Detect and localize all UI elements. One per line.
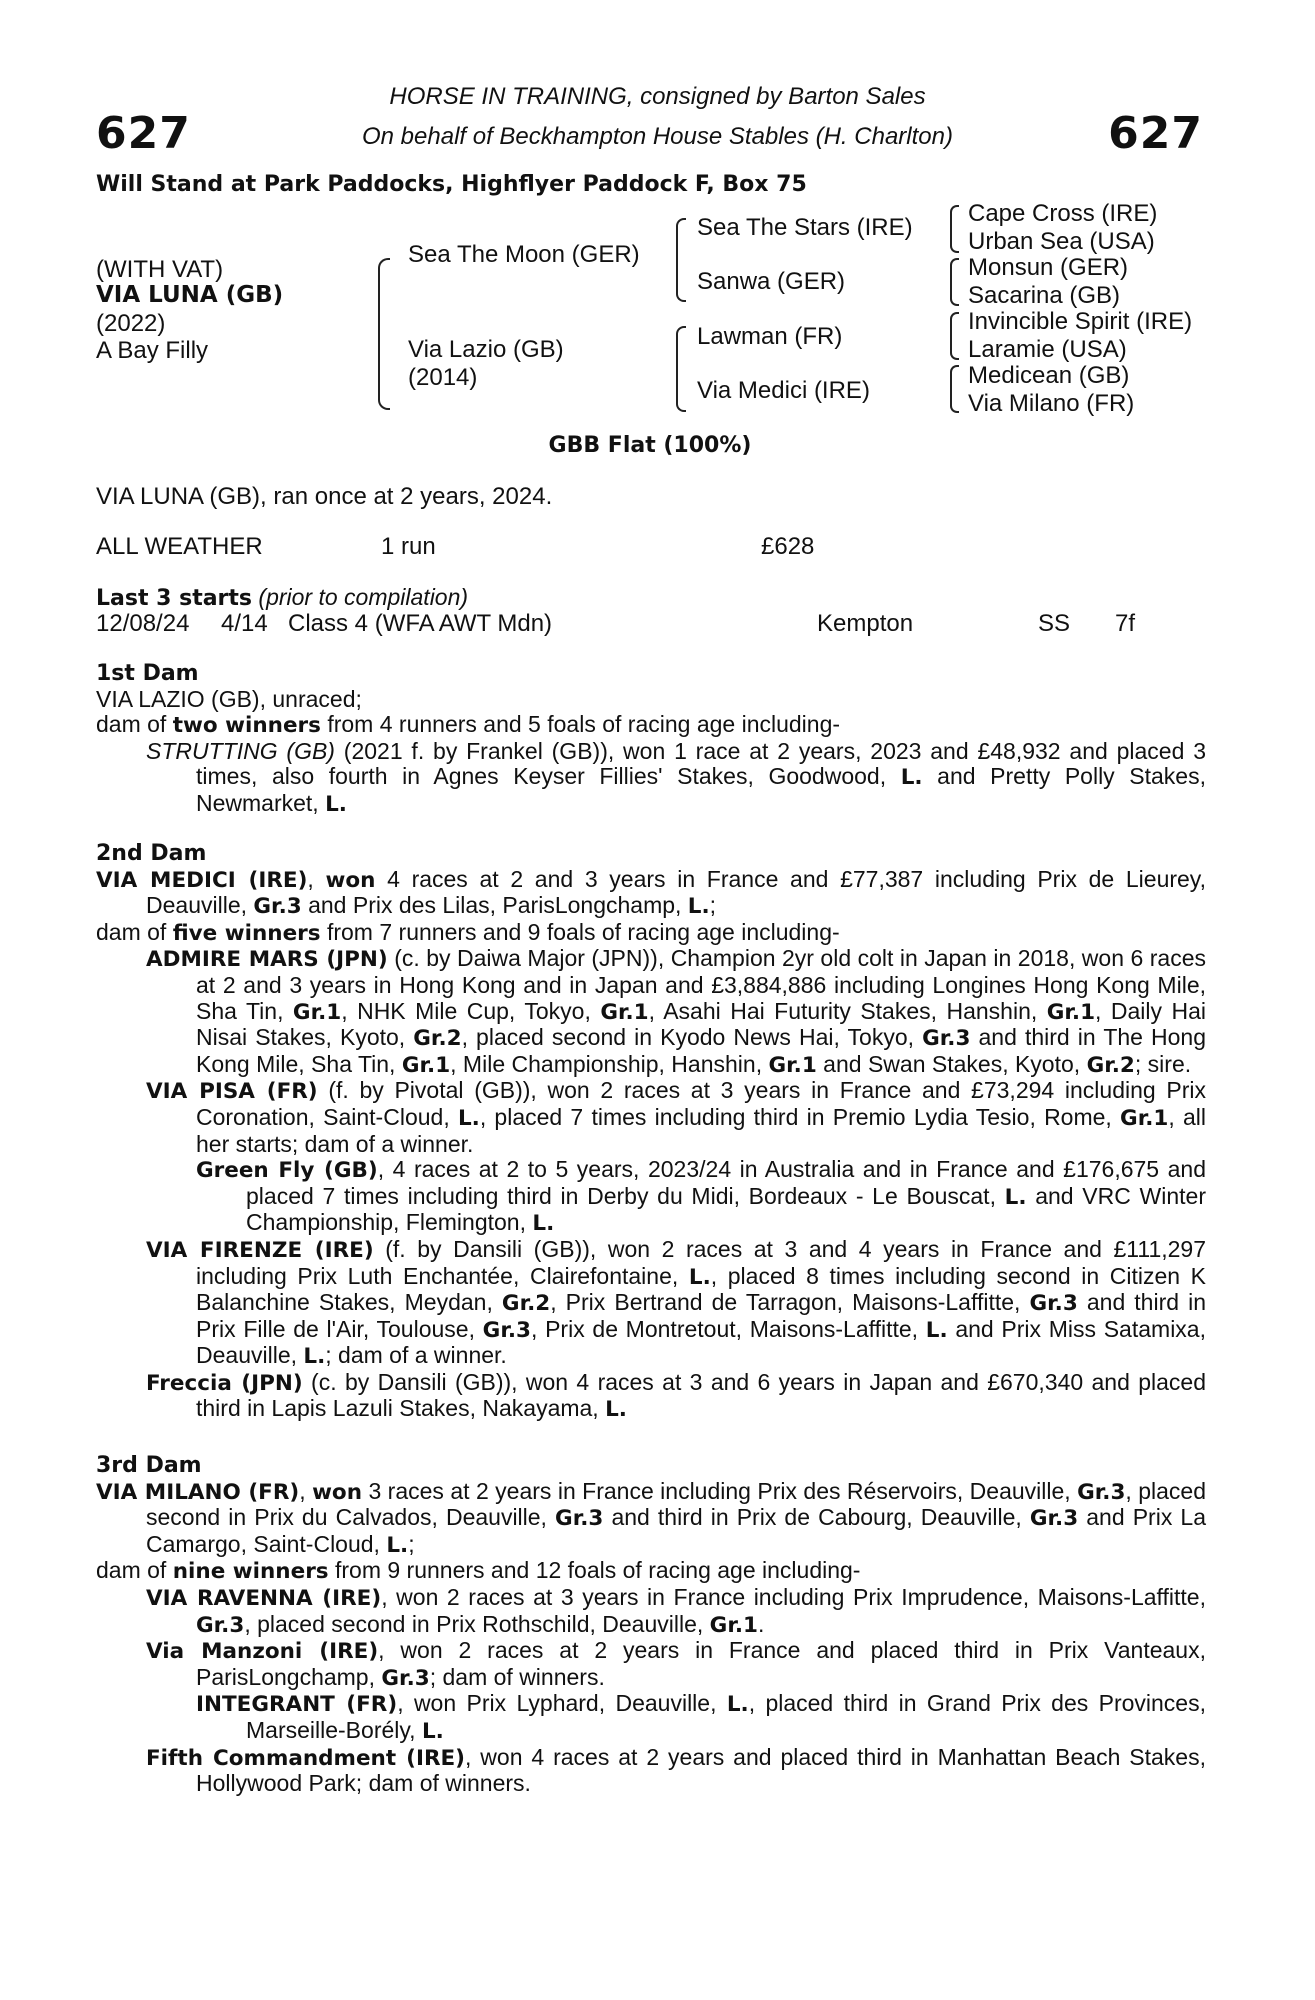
pedigree-g5: Invincible Spirit (IRE) [968, 308, 1193, 335]
pedigree-g2: Urban Sea (USA) [968, 228, 1155, 255]
first-dam-line: VIA LAZIO (GB), unraced; [96, 685, 362, 712]
pedigree-g7: Medicean (GB) [968, 362, 1130, 389]
first-dam-title: 1st Dam [96, 661, 199, 686]
first-dam-section [96, 661, 1206, 818]
produce-fifth-commandment: Fifth Commandment (IRE), won 4 races at 2 years and placed third in Manhattan Beach Stakes, Hollywood Park; dam of winners. [146, 1743, 1206, 1797]
pedigree-dam-year: (2014) [408, 364, 478, 391]
last-starts-subtitle: (prior to compilation) [258, 584, 469, 610]
produce-via-firenze: VIA FIRENZE (IRE) (f. by Dansili (GB)), won 2 races at 3 and 4 years in France and £111,297 including Prix Luth Enchantée, Clairefontaine, L., placed 8 times including second in Citizen K Balanchine Stakes, Meydan, Gr.2, Prix Bertrand de Tarragon, Maisons-Laffitte, Gr.3 and third in Prix Fille de l'Air, Toulouse, Gr.3, Prix de Montretout, Maisons-Laffitte, L. and Prix Miss Satamixa, Deauville, L.; dam of a winner. [146, 1235, 1207, 1370]
pedigree-dam-dam: Via Medici (IRE) [697, 377, 870, 404]
rating-badge: GBB Flat (100%) [548, 433, 752, 458]
dam-line-brace [676, 326, 686, 412]
sire-line-brace [676, 218, 686, 302]
lot-number-left: 627 [96, 108, 191, 159]
g-brace-3 [950, 312, 959, 360]
produce-strutting: STRUTTING (GB) (2021 f. by Frankel (GB)), won 1 race at 2 years, 2023 and £48,932 and placed 3 times, also fourth in Agnes Keyser Fillies' Stakes, Goodwood, L. and Pretty Polly Stakes, Newmarket, L. [146, 737, 1206, 817]
second-dam-title: 2nd Dam [96, 841, 207, 866]
start-date: 12/08/24 [96, 610, 190, 637]
pedigree-sire: Sea The Moon (GER) [408, 241, 640, 268]
second-dam-line: VIA MEDICI (IRE), won 4 races at 2 and 3 years in France and £77,387 including Prix de Lieurey, Deauville, Gr.3 and Prix des Lilas, ParisLongchamp, L.; [96, 865, 1206, 920]
second-dam-produce-summary: dam of five winners from 7 runners and 9 foals of racing age including- [96, 918, 840, 946]
race-summary: VIA LUNA (GB), ran once at 2 years, 2024. [96, 483, 553, 510]
horse-year: (2022) [96, 310, 166, 337]
start-going: SS [1038, 610, 1071, 637]
produce-green-fly: Green Fly (GB), 4 races at 2 to 5 years, 2023/24 in Australia and in France and £176,675 and placed 7 times including third in Derby du Midi, Bordeaux - Le Bouscat, L. and VRC Winter Championship, Flemington, L. [196, 1156, 1206, 1237]
pedigree-g3: Monsun (GER) [968, 254, 1129, 281]
record-earnings: £628 [761, 533, 815, 560]
third-dam-title: 3rd Dam [96, 1453, 202, 1478]
start-course: Kempton [817, 610, 914, 637]
vendor-line: On behalf of Beckhampton House Stables (H. Charlton) [362, 123, 953, 150]
pedigree-dam: Via Lazio (GB) [408, 336, 564, 363]
record-surface: ALL WEATHER [96, 533, 263, 560]
lot-number-right: 627 [1108, 108, 1203, 159]
g-brace-4 [950, 365, 959, 413]
first-dam-produce-summary: dam of two winners from 4 runners and 5 foals of racing age including- [96, 711, 841, 739]
sire-brace [378, 258, 390, 410]
pedigree-g6: Laramie (USA) [968, 336, 1127, 363]
consignor-line: HORSE IN TRAINING, consigned by Barton Sales [389, 83, 926, 110]
horse-description: A Bay Filly [96, 337, 209, 364]
last-starts-title: Last 3 starts [96, 586, 253, 611]
produce-freccia: Freccia (JPN) (c. by Dansili (GB)), won 4 races at 3 and 6 years in Japan and £670,340 and placed third in Lapis Lazuli Stakes, Nakayama, L. [146, 1368, 1206, 1423]
pedigree-g8: Via Milano (FR) [968, 390, 1135, 417]
third-dam-section [96, 1453, 1206, 1797]
third-dam-produce-summary: dam of nine winners from 9 runners and 12 foals of racing age including- [96, 1557, 861, 1585]
produce-admire-mars: ADMIRE MARS (JPN) (c. by Daiwa Major (JPN)), Champion 2yr old colt in Japan in 2018, won 6 races at 2 and 3 years in Hong Kong and in Japan and £3,884,886 including Longines Hong Kong Mile, Sha Tin, Gr.1, NHK Mile Cup, Tokyo, Gr.1, Asahi Hai Futurity Stakes, Hanshin, Gr.1, Daily Hai Nisai Stakes, Kyoto, Gr.2, placed second in Kyodo News Hai, Tokyo, Gr.3 and third in The Hong Kong Mile, Sha Tin, Gr.1, Mile Championship, Hanshin, Gr.1 and Swan Stakes, Kyoto, Gr.2; sire. [146, 945, 1207, 1078]
pedigree-sire-sire: Sea The Stars (IRE) [697, 214, 913, 241]
horse-name: VIA LUNA (GB) [96, 282, 284, 308]
record-runs: 1 run [381, 533, 436, 560]
start-race: Class 4 (WFA AWT Mdn) [288, 610, 553, 637]
produce-via-ravenna: VIA RAVENNA (IRE), won 2 races at 3 years in France including Prix Imprudence, Maisons-Laffitte, Gr.3, placed second in Prix Rothschild, Deauville, Gr.1. [146, 1583, 1206, 1638]
pedigree-g4: Sacarina (GB) [968, 282, 1121, 309]
produce-via-pisa: VIA PISA (FR) (f. by Pivotal (GB)), won 2 races at 3 years in France and £73,294 including Prix Coronation, Saint-Cloud, L., placed 7 times including third in Premio Lydia Tesio, Rome, Gr.1, all her starts; dam of a winner. [146, 1077, 1206, 1157]
pedigree-sire-dam: Sanwa (GER) [697, 268, 846, 295]
vat-label: (WITH VAT) [96, 256, 224, 283]
start-distance: 7f [1115, 610, 1136, 637]
produce-integrant: INTEGRANT (FR), won Prix Lyphard, Deauville, L., placed third in Grand Prix des Provinces, Marseille-Borély, L. [196, 1690, 1206, 1744]
pedigree-g1: Cape Cross (IRE) [968, 200, 1158, 227]
last-starts-heading [96, 584, 468, 611]
location-line: Will Stand at Park Paddocks, Highflyer Paddock F, Box 75 [96, 172, 807, 197]
pedigree-dam-sire: Lawman (FR) [697, 323, 843, 350]
g-brace-1 [950, 205, 959, 253]
second-dam-section [96, 841, 1206, 1423]
start-position: 4/14 [221, 610, 268, 637]
produce-via-manzoni: Via Manzoni (IRE), won 2 races at 2 years in France and placed third in Prix Vanteaux, ParisLongchamp, Gr.3; dam of winners. [146, 1637, 1206, 1691]
g-brace-2 [950, 258, 959, 306]
third-dam-line: VIA MILANO (FR), won 3 races at 2 years in France including Prix des Réservoirs, Deauville, Gr.3, placed second in Prix du Calvados, Deauville, Gr.3 and third in Prix de Cabourg, Deauville, Gr.3 and Prix La Camargo, Saint-Cloud, L.; [96, 1477, 1207, 1558]
